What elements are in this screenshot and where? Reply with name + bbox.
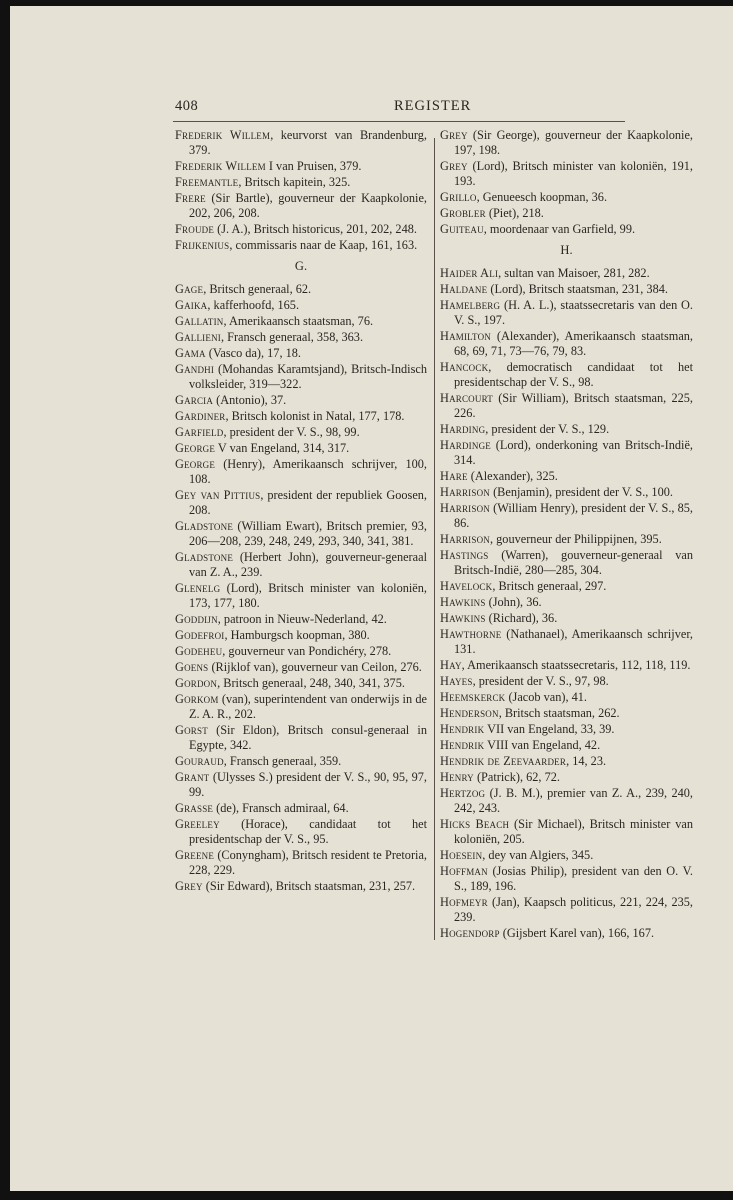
entry-text: , Britsch staatsman, 262. [498,706,620,720]
entry-text: (Patrick), 62, 72. [473,770,560,784]
index-entry [440,298,693,328]
entry-name: Hicks Beach [440,817,510,831]
entry-text: , Britsch generaal, 62. [203,282,312,296]
index-entry [175,644,427,659]
entry-name: Garcia [175,393,214,407]
entry-text: , Hamburgsch koopman, 380. [224,628,370,642]
index-entry [175,660,427,675]
entry-name: Godeheu [175,644,223,658]
entry-name: Henderson [440,706,499,720]
entry-text: (Warren), gouverneur-generaal van Britsch-Indië, 280—285, 304. [454,548,693,577]
entry-text: (Vasco da), 17, 18. [205,346,301,360]
entry-name: Grey [175,879,203,893]
entry-text: (Lord), Britsch minister van koloniën, 191, 193. [454,159,693,188]
section-heading: G. [294,259,308,273]
index-entry [440,722,693,737]
entry-name: Godefroi [175,628,225,642]
header-rule [173,121,625,122]
entry-name: Gardiner [175,409,226,423]
index-entry [175,692,427,722]
index-entry [440,579,693,594]
entry-name: Hendrik [440,722,485,736]
entry-name: Grey [440,128,468,142]
entry-name: Gorst [175,723,208,737]
entry-name: Hendrik [440,738,485,752]
entry-text: (Alexander), 325. [467,469,558,483]
entry-text: (Josias Philip), president van den O. V. S., 189, 196. [454,864,693,893]
entry-name: Gandhi [175,362,215,376]
entry-name: Havelock [440,579,493,593]
entry-text: , 14, 23. [566,754,607,768]
index-entry [175,612,427,627]
entry-text: , Britsch generaal, 297. [492,579,607,593]
entry-text: (Sir Edward), Britsch staatsman, 231, 257. [202,879,416,893]
entry-text: (Antonio), 37. [213,393,287,407]
entry-text: , Amerikaansch staatsman, 76. [223,314,374,328]
entry-name: Gallatin [175,314,224,328]
index-entry [440,786,693,816]
entry-name: Harcourt [440,391,493,405]
column-divider [434,138,435,940]
entry-text: , commissaris naar de Kaap, 161, 163. [229,238,418,252]
entry-name: Hancock [440,360,489,374]
section-heading: H. [560,243,573,257]
entry-text: (Gijsbert Karel van), 166, 167. [499,926,655,940]
entry-name: Hay [440,658,462,672]
entry-text: (Alexander), Amerikaansch staatsman, 68, 69, 71, 73—76, 79, 83. [454,329,693,358]
entry-name: Hofmeyr [440,895,488,909]
left-column [175,128,427,895]
entry-text: (Rijklof van), gouverneur van Ceilon, 276. [208,660,422,674]
index-entry [440,595,693,610]
index-entry [175,175,427,190]
index-entry [440,864,693,894]
entry-text: , patroon in Nieuw-Nederland, 42. [217,612,387,626]
entry-text: (Sir Bartle), gouverneur der Kaapkolonie, 202, 206, 208. [189,191,427,220]
entry-name: Greeley [175,817,220,831]
index-entry [440,501,693,531]
index-entry [440,485,693,500]
index-entry [440,159,693,189]
index-entry [175,723,427,753]
entry-text: (Nathanael), Amerikaansch schrijver, 131. [454,627,693,656]
index-entry [175,409,427,424]
entry-name: Hoesein [440,848,483,862]
index-entry [175,801,427,816]
entry-name: Hayes [440,674,473,688]
entry-text: , president der V. S., 97, 98. [472,674,609,688]
index-entry [440,422,693,437]
entry-text: I van Pruisen, 379. [265,159,362,173]
index-entry [175,676,427,691]
entry-text: , president der republiek Goosen, 208. [189,488,427,517]
index-entry [175,128,427,158]
entry-name: Freemantle [175,175,239,189]
entry-text: (Ulysses S.) president der V. S., 90, 95, 97, 99. [189,770,427,799]
entry-text: , gouverneur der Philippijnen, 395. [490,532,662,546]
entry-text: (Horace), candidaat tot het presidentschap der V. S., 95. [189,817,427,846]
index-entry [440,329,693,359]
index-entry [175,238,427,253]
page-header [10,98,733,118]
index-entry [175,848,427,878]
entry-text: , president der V. S., 98, 99. [223,425,360,439]
entry-text: (J. A.), Britsch historicus, 201, 202, 248. [214,222,417,236]
entry-text: (Jacob van), 41. [505,690,588,704]
entry-text: (Richard), 36. [485,611,558,625]
index-entry [440,206,693,221]
entry-text: , Fransch generaal, 359. [223,754,342,768]
entry-name: Hoffman [440,864,488,878]
entry-name: Hare [440,469,468,483]
entry-text: , Britsch generaal, 248, 340, 341, 375. [217,676,405,690]
entry-name: Gladstone [175,519,234,533]
index-entry [175,282,427,297]
entry-text: (Sir Michael), Britsch minister van koloniën, 205. [454,817,693,846]
entry-text: (J. B. M.), premier van Z. A., 239, 240, 242, 243. [454,786,693,815]
entry-name: Harrison [440,501,490,515]
index-entry [440,438,693,468]
entry-name: Henry [440,770,474,784]
entry-name: Gallieni [175,330,221,344]
entry-name: Grasse [175,801,214,815]
entry-text: , Genueesch koopman, 36. [476,190,608,204]
entry-text: V van Engeland, 314, 317. [215,441,350,455]
index-entry [440,926,693,941]
entry-text: (Sir William), Britsch staatsman, 225, 226. [454,391,693,420]
entry-name: Greene [175,848,215,862]
entry-name: Haider Ali [440,266,499,280]
index-entry [175,222,427,237]
entry-name: Gladstone [175,550,234,564]
entry-text: , president der V. S., 129. [485,422,610,436]
index-entry [175,330,427,345]
entry-name: Gey van Pittius [175,488,261,502]
entry-text: , kafferhoofd, 165. [207,298,300,312]
entry-text: (Herbert John), gouverneur-generaal van Z. A., 239. [189,550,427,579]
index-entry [175,362,427,392]
index-entry [440,469,693,484]
entry-name: Hertzog [440,786,486,800]
entry-name: Gaika [175,298,208,312]
running-title: REGISTER [394,98,472,114]
entry-name: Grillo [440,190,477,204]
entry-name: Frere [175,191,206,205]
entry-text: (Benjamin), president der V. S., 100. [490,485,673,499]
entry-name: Hardinge [440,438,491,452]
entry-text: , moordenaar van Garfield, 99. [483,222,636,236]
index-entry [175,488,427,518]
entry-name: Garfield [175,425,224,439]
entry-text: (Lord), Britsch minister van koloniën, 173, 177, 180. [189,581,427,610]
entry-text: (Lord), Britsch staatsman, 231, 384. [487,282,668,296]
entry-name: Frederik Willem [175,159,266,173]
index-entry [175,550,427,580]
index-entry [440,848,693,863]
entry-name: Grobler [440,206,486,220]
index-entry [440,282,693,297]
entry-name: Goens [175,660,209,674]
index-entry [440,754,693,769]
index-entry [440,895,693,925]
entry-text: , democratisch candidaat tot het presidentschap der V. S., 98. [454,360,693,389]
index-entry [440,690,693,705]
index-entry [175,159,427,174]
entry-text: (William Ewart), Britsch premier, 93, 206—208, 239, 248, 249, 293, 340, 341, 381. [189,519,427,548]
entry-text: , Fransch generaal, 358, 363. [220,330,364,344]
entry-text: (de), Fransch admiraal, 64. [213,801,349,815]
entry-text: (Mohandas Karamtsjand), Britsch-Indisch volksleider, 319—322. [189,362,427,391]
index-entry [175,425,427,440]
entry-text: , sultan van Maisoer, 281, 282. [498,266,650,280]
index-entry [175,770,427,800]
index-entry [440,738,693,753]
entry-text: (William Henry), president der V. S., 85, 86. [454,501,693,530]
index-entry [175,393,427,408]
entry-name: Gama [175,346,206,360]
entry-text: (H. A. L.), staatssecretaris van den O. V. S., 197. [454,298,693,327]
index-entry [440,627,693,657]
entry-name: Hendrik de Zeevaarder [440,754,567,768]
entry-text: (John), 36. [485,595,542,609]
entry-text: (van), superintendent van onderwijs in de Z. A. R., 202. [189,692,427,721]
entry-name: George [175,457,216,471]
entry-name: Hogendorp [440,926,500,940]
index-entry [175,298,427,313]
entry-text: (Conyngham), Britsch resident te Pretoria, 228, 229. [189,848,427,877]
index-entry [175,817,427,847]
index-entry [440,360,693,390]
entry-name: Froude [175,222,215,236]
index-entry [175,457,427,487]
entry-text: (Jan), Kaapsch politicus, 221, 224, 235, 239. [454,895,693,924]
index-entry [440,658,693,673]
index-entry [440,611,693,626]
entry-name: Frederik Willem [175,128,271,142]
entry-text: , Britsch kolonist in Natal, 177, 178. [225,409,405,423]
index-entry [440,706,693,721]
entry-name: Gouraud [175,754,224,768]
index-entry [440,770,693,785]
index-entry [175,191,427,221]
entry-name: Haldane [440,282,488,296]
entry-name: Gorkom [175,692,219,706]
entry-text: , dey van Algiers, 345. [482,848,594,862]
entry-name: Hawkins [440,595,486,609]
entry-name: Frijkenius [175,238,230,252]
index-entry [175,346,427,361]
right-column [440,128,693,942]
index-entry [175,879,427,894]
index-entry [440,222,693,237]
entry-text: (Lord), onderkoning van Britsch-Indië, 314. [454,438,693,467]
index-entry [175,628,427,643]
entry-name: Grant [175,770,210,784]
entry-text: (Henry), Amerikaansch schrijver, 100, 108. [189,457,427,486]
entry-text: (Piet), 218. [485,206,544,220]
index-entry [440,674,693,689]
entry-name: Glenelg [175,581,221,595]
entry-name: Hawkins [440,611,486,625]
index-entry [440,532,693,547]
entry-name: George [175,441,216,455]
entry-text: , gouverneur van Pondichéry, 278. [222,644,392,658]
entry-name: Hawthorne [440,627,502,641]
index-entry [175,314,427,329]
entry-name: Goddijn [175,612,218,626]
entry-name: Grey [440,159,468,173]
entry-name: Hastings [440,548,489,562]
entry-name: Heemskerck [440,690,506,704]
book-page [10,6,733,1191]
index-entry [440,128,693,158]
index-entry [440,266,693,281]
entry-text: VII van Engeland, 33, 39. [484,722,615,736]
page-number: 408 [175,98,199,114]
entry-name: Gordon [175,676,218,690]
entry-text: (Sir Eldon), Britsch consul-generaal in Egypte, 342. [189,723,427,752]
index-entry [175,441,427,456]
entry-text: VIII van Engeland, 42. [484,738,601,752]
entry-text: , Amerikaansch staatssecretaris, 112, 118, 119. [461,658,691,672]
index-entry [440,548,693,578]
entry-name: Harding [440,422,486,436]
index-entry [175,519,427,549]
index-entry [440,391,693,421]
index-entry [175,754,427,769]
index-entry [440,190,693,205]
entry-name: Hamelberg [440,298,501,312]
entry-name: Guiteau [440,222,484,236]
entry-text: , Britsch kapitein, 325. [238,175,351,189]
entry-text: (Sir George), gouverneur der Kaapkolonie, 197, 198. [454,128,693,157]
index-entry [440,817,693,847]
entry-name: Harrison [440,532,490,546]
entry-text: , keurvorst van Brandenburg, 379. [189,128,427,157]
entry-name: Hamilton [440,329,491,343]
index-entry [175,581,427,611]
entry-name: Harrison [440,485,490,499]
entry-name: Gage [175,282,204,296]
